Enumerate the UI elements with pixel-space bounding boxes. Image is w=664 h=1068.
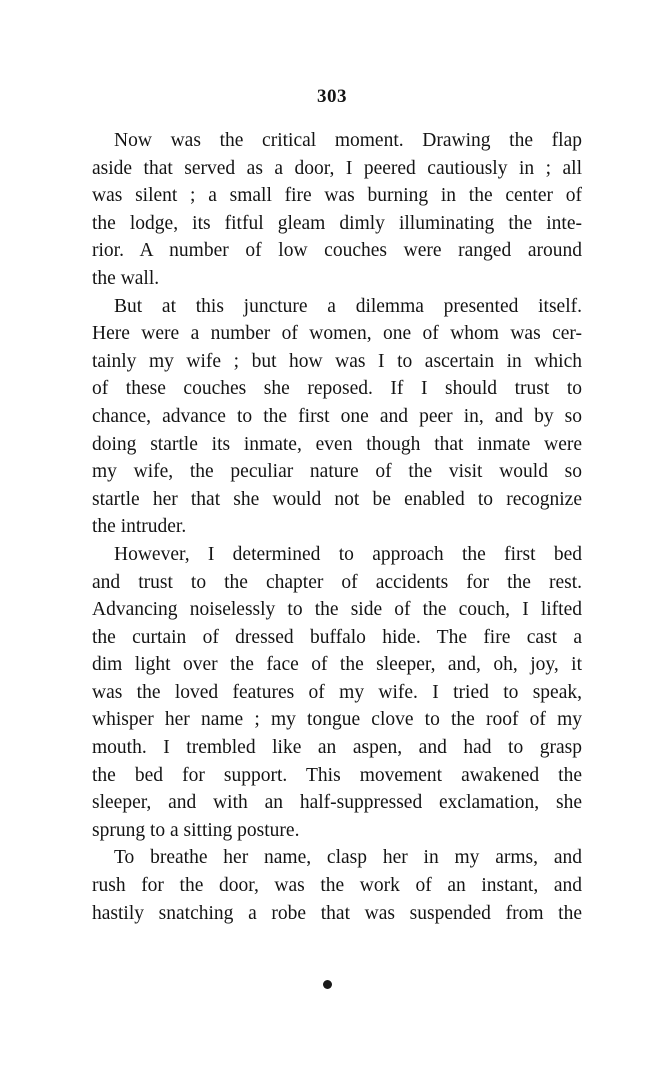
text-line: whisper her name ; my tongue clove to the roof of my (92, 709, 582, 731)
text-line: mouth. I trembled like an aspen, and had to grasp (92, 737, 582, 759)
text-line: Here were a number of women, one of whom was cer- (92, 323, 582, 345)
text-line: Now was the critical moment. Drawing the flap (114, 130, 582, 151)
text-line: the bed for support. This movement awakened the (92, 764, 582, 786)
text-line: was silent ; a small fire was burning in the center of (92, 185, 582, 207)
text-line: the intruder. (92, 516, 187, 538)
text-line: But at this juncture a dilemma presented itself. (114, 295, 582, 317)
text-line: of these couches she reposed. If I should trust to (92, 378, 582, 400)
text-line: startle her that she would not be enabled to recognize (92, 488, 582, 510)
text-line: sprung to a sitting posture. (92, 819, 300, 841)
text-line: my wife, the peculiar nature of the visit would so (92, 461, 582, 483)
text-line: chance, advance to the first one and peer in, and by so (92, 405, 582, 427)
text-line: To breathe her name, clasp her in my arms, and (114, 847, 582, 869)
text-line: the wall. (92, 267, 160, 289)
text-line: However, I determined to approach the first bed (114, 543, 582, 565)
text-line: Advancing noiselessly to the side of the couch, I lifted (92, 599, 582, 621)
text-line: was the loved features of my wife. I tried to speak, (92, 681, 582, 703)
text-line: aside that served as a door, I peered cautiously in ; all (92, 157, 582, 179)
text-line: the curtain of dressed buffalo hide. The fire cast a (92, 626, 582, 648)
text-line: sleeper, and with an half-suppressed exclamation, she (92, 792, 582, 814)
text-line: rush for the door, was the work of an instant, and (92, 875, 582, 897)
body-text (92, 127, 582, 927)
text-line: doing startle its inmate, even though that inmate were (92, 433, 582, 455)
text-line: tainly my wife ; but how was I to ascertain in which (92, 350, 582, 372)
text-line: rior. A number of low couches were ranged around (92, 240, 582, 262)
ornament-dot-icon (323, 980, 332, 989)
text-line: and trust to the chapter of accidents for the rest. (92, 571, 582, 593)
text-line: hastily snatching a robe that was suspended from the (92, 902, 582, 924)
text-line: the lodge, its fitful gleam dimly illuminating the inte- (92, 212, 582, 234)
text-line: dim light over the face of the sleeper, and, oh, joy, it (92, 654, 582, 676)
page-number: 303 (317, 86, 347, 107)
